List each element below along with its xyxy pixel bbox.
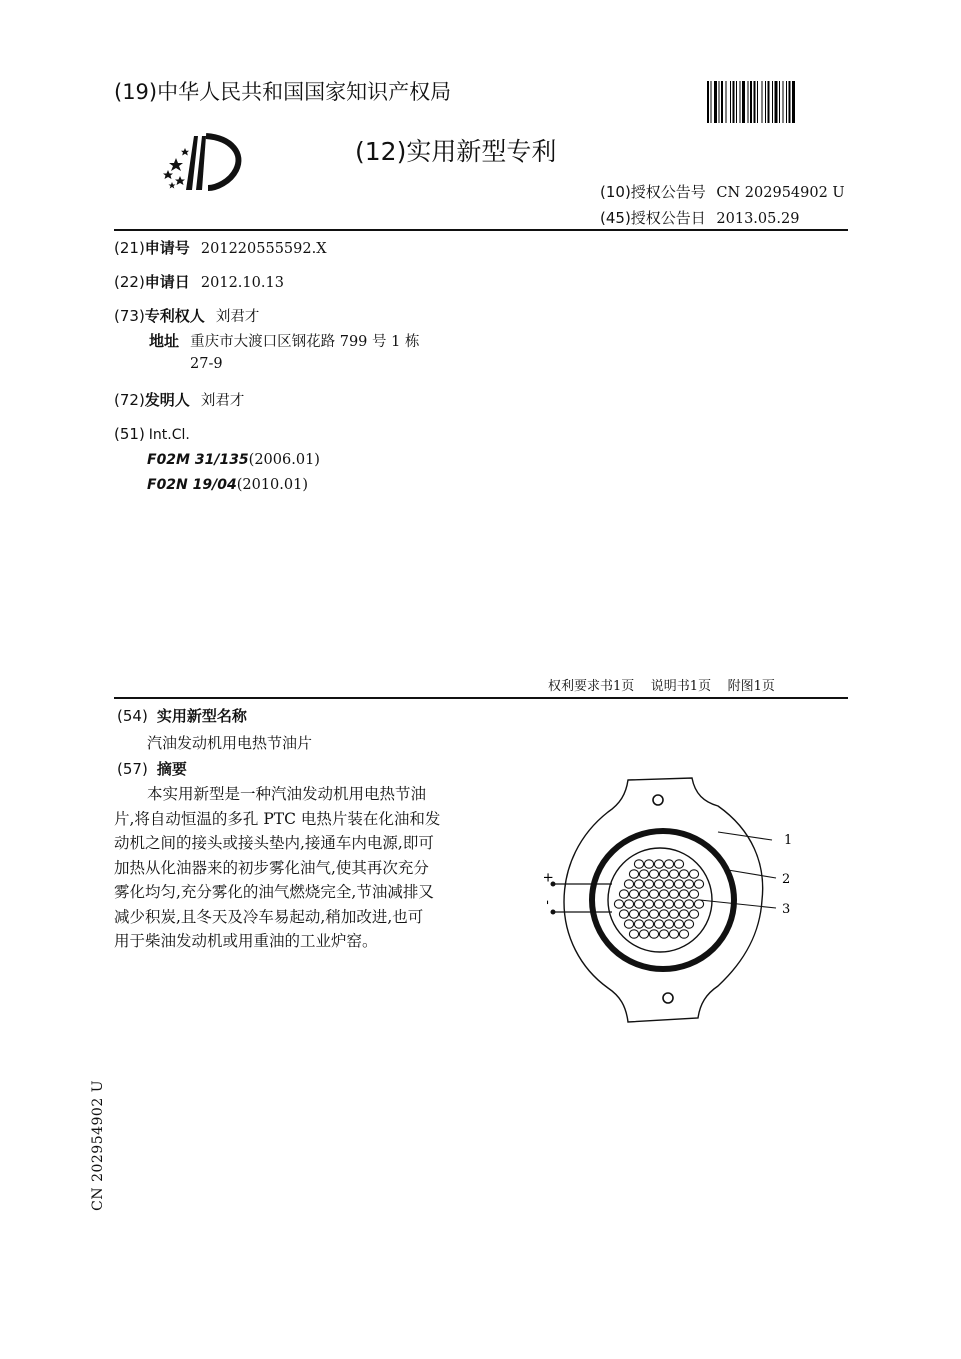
abstract-body — [114, 782, 476, 954]
terminal-negative-label: - — [540, 900, 555, 905]
field-label: 摘要 — [156, 760, 187, 778]
barcode-bar — [765, 81, 766, 123]
page-count-summary: 权利要求书1页 说明书1页 附图1页 — [548, 679, 775, 694]
barcode-bar — [757, 81, 758, 123]
publication-date-label: (45)授权公告日 — [600, 209, 706, 227]
field-label: Int.Cl. — [148, 427, 190, 443]
int-cl-entry — [147, 474, 308, 493]
barcode-bar — [750, 81, 752, 123]
barcode-bar — [719, 81, 720, 123]
barcode-bar — [736, 81, 737, 123]
barcode-bar — [740, 81, 741, 123]
field-label: 专利权人 — [144, 307, 205, 325]
terminal-positive-label: + — [540, 872, 555, 883]
abstract-line: 用于柴油发动机或用重油的工业炉窑。 — [114, 932, 378, 950]
barcode-bar — [711, 81, 712, 123]
field-code: (21) — [114, 239, 145, 257]
barcode-bar — [762, 81, 763, 123]
barcode-bar — [792, 81, 795, 123]
barcode-bar — [779, 81, 780, 123]
abstract-line: 减少积炭,且冬天及冷车易起动,稍加改进,也可 — [114, 907, 424, 926]
field-label: 申请日 — [144, 273, 190, 291]
abstract-figure — [540, 772, 810, 1030]
int-cl-version: (2006.01) — [248, 452, 320, 468]
int-cl — [114, 424, 190, 443]
field-value: 201220555592.X — [200, 241, 327, 257]
barcode-bar — [733, 81, 735, 123]
field-value: 2012.10.13 — [200, 275, 284, 291]
barcode-bar — [768, 81, 770, 123]
barcode-bar — [789, 81, 791, 123]
inventor — [114, 389, 244, 410]
field-label: 实用新型名称 — [156, 707, 247, 725]
cnipa-logo — [158, 128, 248, 200]
int-cl-version: (2010.01) — [236, 477, 308, 493]
abstract-heading — [117, 758, 187, 779]
field-code: (72) — [114, 391, 145, 409]
barcode-bar — [742, 81, 745, 123]
field-value: 刘君才 — [200, 393, 245, 409]
barcode-bar — [726, 81, 727, 123]
barcode-bar — [714, 81, 717, 123]
field-code: (73) — [114, 307, 145, 325]
abstract-line: 加热从化油器来的初步雾化油气,使其再次充分 — [114, 858, 429, 877]
address-line-2: 27-9 — [190, 356, 223, 372]
document-type: (12)实用新型专利 — [355, 137, 557, 166]
application-date — [114, 271, 284, 292]
publication-date-value: 2013.05.29 — [716, 211, 800, 227]
barcode-bar — [775, 81, 778, 123]
field-code: (54) — [117, 707, 148, 725]
address-line-1: 重庆市大渡口区钢花路 799 号 1 栋 — [190, 334, 420, 350]
header-divider — [114, 229, 848, 231]
field-label: 发明人 — [144, 391, 190, 409]
utility-model-title: 汽油发动机用电热节油片 — [147, 734, 313, 752]
int-cl-code: F02N 19/04 — [147, 477, 237, 493]
int-cl-entry — [147, 449, 320, 468]
abstract-line: 本实用新型是一种汽油发动机用电热节油 — [147, 785, 427, 803]
field-code: (22) — [114, 273, 145, 291]
field-code: (51) — [114, 425, 145, 443]
barcode-bar — [786, 81, 787, 123]
publication-date — [600, 207, 799, 228]
section-divider — [114, 697, 848, 699]
abstract-line: 雾化均匀,充分雾化的油气燃烧完全,节油减排又 — [114, 883, 434, 901]
barcode — [706, 80, 848, 124]
application-number — [114, 237, 327, 258]
int-cl-code: F02M 31/135 — [147, 452, 249, 468]
barcode-bar — [754, 81, 756, 123]
utility-model-title-heading — [117, 705, 247, 726]
issuing-authority: (19)中华人民共和国国家知识产权局 — [114, 80, 452, 104]
barcode-bar — [721, 81, 723, 123]
publication-number-value: CN 202954902 U — [716, 185, 845, 201]
barcode-bar — [730, 81, 731, 123]
barcode-bar — [707, 81, 709, 123]
part-label: 3 — [782, 902, 791, 917]
publication-number-label: (10)授权公告号 — [600, 183, 706, 201]
part-label: 1 — [784, 833, 793, 848]
side-publication-id: CN 202954902 U — [90, 1080, 106, 1211]
abstract-line: 动机之间的接头或接头垫内,接通车内电源,即可 — [114, 834, 434, 852]
field-label: 申请号 — [144, 239, 190, 257]
part-label: 2 — [782, 872, 791, 887]
address — [149, 330, 419, 351]
patentee — [114, 305, 259, 326]
barcode-bar — [748, 81, 749, 123]
publication-number — [600, 181, 845, 202]
field-value: 刘君才 — [215, 309, 260, 325]
abstract-line: 片,将自动恒温的多孔 PTC 电热片装在化油和发 — [114, 809, 441, 828]
field-label: 地址 — [149, 332, 180, 350]
barcode-bar — [772, 81, 773, 123]
field-code: (57) — [117, 760, 148, 778]
barcode-bar — [783, 81, 784, 123]
